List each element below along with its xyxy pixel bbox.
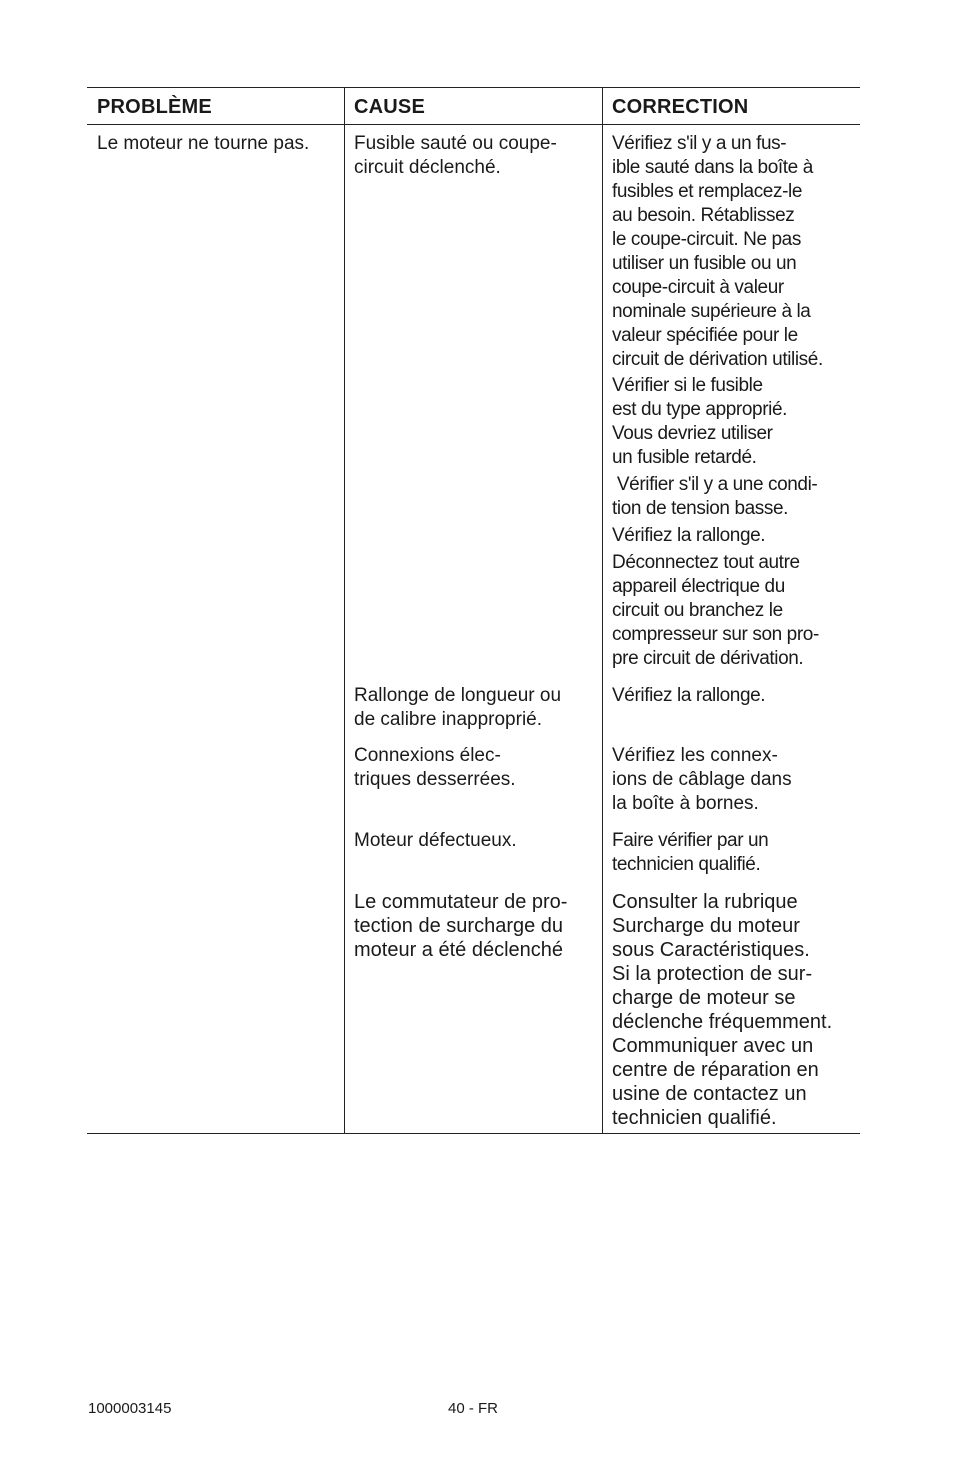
page-number: 40 - FR	[448, 1400, 499, 1417]
header-divider	[87, 124, 860, 125]
column-divider	[344, 88, 345, 1133]
header-problem: PROBLÈME	[97, 96, 212, 118]
cause-cell: Fusible sauté ou coupe- circuit déclenché.	[354, 133, 557, 178]
document-number: 1000003145	[88, 1400, 172, 1417]
correction-cell: Consulter la rubrique Surcharge du moteur sous Caractéristiques. Si la protection de sur- charge de moteur se déclenche fréquemment. Communiquer avec un centre de réparation en usine de contactez un technicien qualifié.	[612, 891, 833, 1129]
header-cause: CAUSE	[354, 96, 426, 118]
correction-cell: Vérifiez la rallonge.	[612, 685, 766, 706]
header-correction: CORRECTION	[612, 96, 749, 118]
cause-cell: Moteur défectueux.	[354, 830, 517, 851]
correction-cell: Vérifier s'il y a une condi- tion de tension basse.	[612, 474, 818, 519]
correction-cell: Vérifier si le fusible est du type approprié. Vous devriez utiliser un fusible retardé.	[612, 375, 787, 468]
troubleshooting-table	[87, 87, 860, 1134]
correction-cell: Vérifiez les connex- ions de câblage dans la boîte à bornes.	[612, 745, 792, 814]
correction-cell: Vérifiez s'il y a un fus- ible sauté dans la boîte à fusibles et remplacez-le au besoin. Rétablissez le coupe-circuit. Ne pas utiliser un fusible ou un coupe-circuit à valeur nominale supérieure à la valeur spécifiée pour le circuit de dérivation utilisé.	[612, 133, 823, 370]
problem-text: Le moteur ne tourne pas.	[97, 133, 310, 154]
cause-cell: Connexions élec- triques desserrées.	[354, 745, 516, 790]
cause-cell: Le commutateur de pro- tection de surcharge du moteur a été déclenché	[354, 891, 568, 961]
column-divider	[602, 88, 603, 1133]
cause-cell: Rallonge de longueur ou de calibre inapproprié.	[354, 685, 562, 730]
correction-cell: Vérifiez la rallonge.	[612, 525, 766, 546]
correction-cell: Déconnectez tout autre appareil électrique du circuit ou branchez le compresseur sur son pro- pre circuit de dérivation.	[612, 552, 819, 669]
correction-cell: Faire vérifier par un technicien qualifié.	[612, 830, 769, 875]
